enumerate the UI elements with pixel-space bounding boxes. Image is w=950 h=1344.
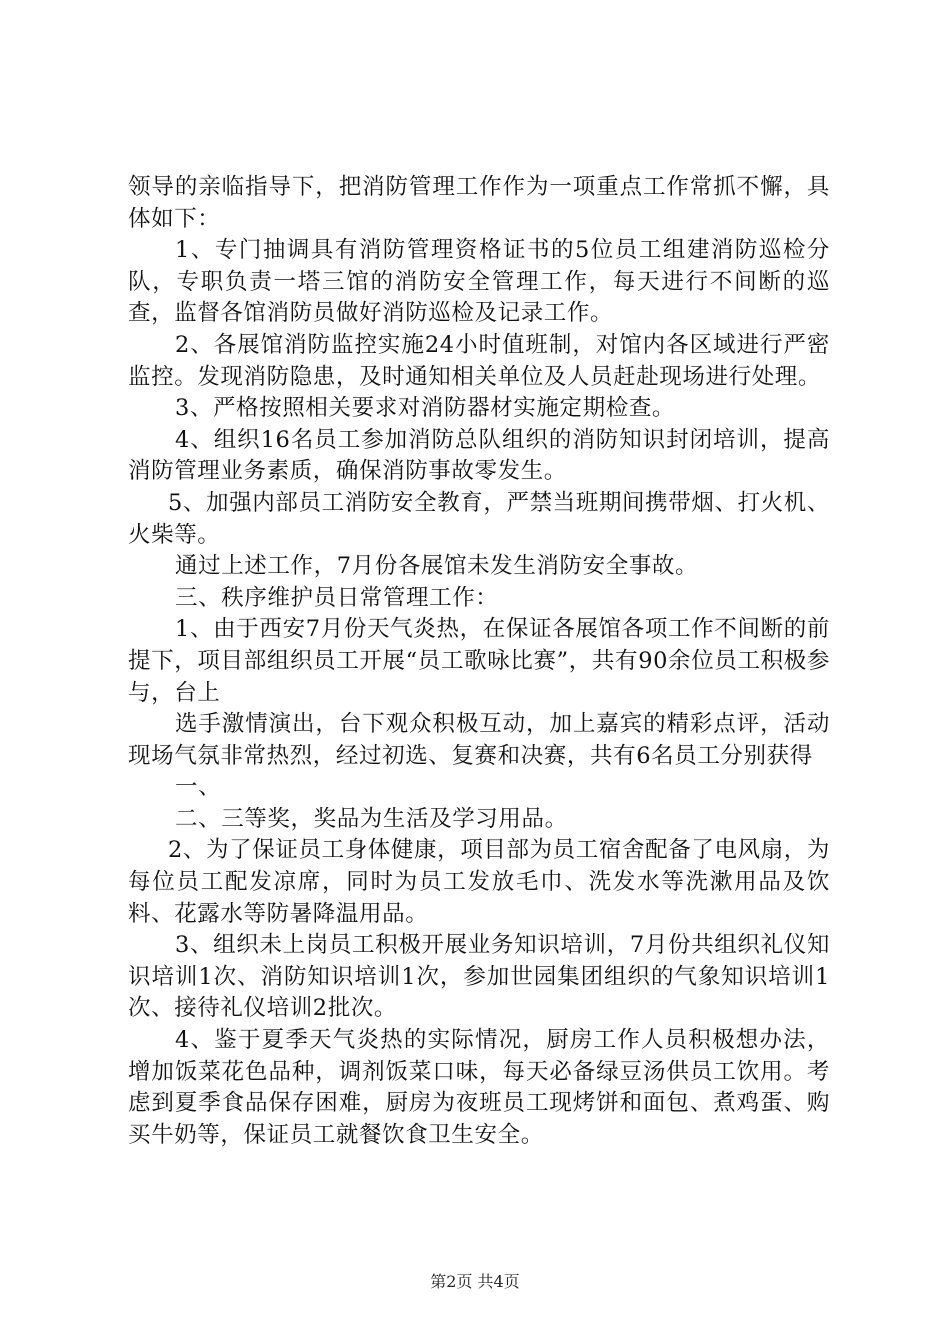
- document-body: [128, 172, 830, 1151]
- paragraph-fire-item-4: 4、组织16名员工参加消防总队组织的消防知识封闭培训，提高消防管理业务素质，确保消防事故零发生。: [128, 426, 830, 485]
- paragraph-fire-item-5: 5、加强内部员工消防安全教育，严禁当班期间携带烟、打火机、火柴等。: [128, 489, 830, 548]
- paragraph-order-item-4: 4、鉴于夏季天气炎热的实际情况，厨房工作人员积极想办法，增加饭菜花色品种，调剂饭菜口味，每天必备绿豆汤供员工饮用。考虑到夏季食品保存困难，厨房为夜班员工现烤饼和面包、煮鸡蛋、购买牛奶等，保证员工就餐饮食卫生安全。: [128, 1027, 830, 1148]
- section-heading-order-maintenance: 三、秩序维护员日常管理工作：: [175, 584, 499, 611]
- paragraph-order-item-1: 1、由于西安7月份天气炎热，在保证各展馆各项工作不间断的前提下，项目部组织员工开展“员工歌咏比赛”，共有90余位员工积极参与，台上: [128, 616, 830, 706]
- paragraph-order-item-3: 3、组织未上岗员工积极开展业务知识培训，7月份共组织礼仪知识培训1次、消防知识培训1次，参加世园集团组织的气象知识培训1次、接待礼仪培训2批次。: [128, 932, 830, 1022]
- paragraph-fire-summary: 通过上述工作，7月份各展馆未发生消防安全事故。: [175, 553, 699, 580]
- page-number-footer: 第2页 共4页: [430, 1272, 520, 1291]
- paragraph-award-second-third: 二、三等奖，奖品为生活及学习用品。: [175, 805, 568, 832]
- paragraph-fire-item-2: 2、各展馆消防监控实施24小时值班制，对馆内各区域进行严密监控。发现消防隐患，及时通知相关单位及人员赶赴现场进行处理。: [128, 331, 830, 390]
- paragraph-fire-item-3: 3、严格按照相关要求对消防器材实施定期检查。: [175, 395, 676, 422]
- paragraph-fire-item-1: 1、专门抽调具有消防管理资格证书的5位员工组建消防巡检分队，专职负责一塔三馆的消防安全管理工作，每天进行不间断的巡查，监督各馆消防员做好消防巡检及记录工作。: [128, 237, 830, 327]
- paragraph-award-first: 一、: [175, 774, 222, 801]
- paragraph-order-item-2: 2、为了保证员工身体健康，项目部为员工宿舍配备了电风扇，为每位员工配发凉席，同时为员工发放毛巾、洗发水等洗漱用品及饮料、花露水等防暑降温用品。: [128, 837, 830, 927]
- paragraph-order-item-1-continued: 选手激情演出，台下观众积极互动，加上嘉宾的精彩点评，活动现场气氛非常热烈，经过初选、复赛和决赛，共有6名员工分别获得: [128, 711, 830, 769]
- paragraph-intro: 领导的亲临指导下，把消防管理工作作为一项重点工作常抓不懈，具体如下：: [128, 174, 830, 232]
